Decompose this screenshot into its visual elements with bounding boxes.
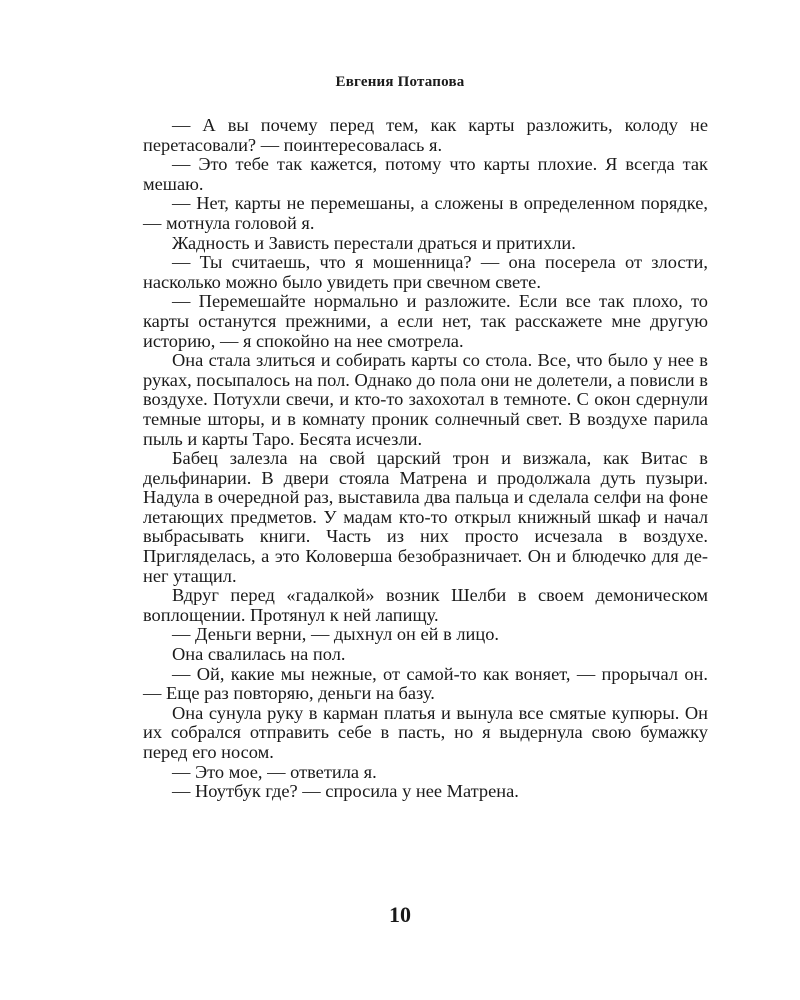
paragraph: Она свалилась на пол. (172, 644, 346, 665)
body-text (143, 116, 708, 802)
paragraph: Она стала злиться и собирать карты со стола. Все, что было у нее в руках, посыпалось на пол. Однако до пола они не долетели, а повисли в воздухе. Потухли свечи, и кто-то захохотал в темноте. С окон сдернули темные шторы, и в комнату проник солнечный свет. В воздухе парила пыль и карты Таро. Бесята исчезли. (143, 350, 708, 449)
paragraph: Вдруг перед «гадалкой» возник Шелби в своем демоническом воплощении. Протянул к ней лапищу. (143, 585, 708, 625)
paragraph: — Деньги верни, — дыхнул он ей в лицо. (172, 624, 500, 645)
paragraph: — Это мое, — ответила я. (172, 761, 377, 782)
paragraph: Жадность и Зависть перестали драться и притихли. (172, 232, 576, 253)
paragraph: — Нет, карты не перемешаны, а сложены в определенном порядке, — мотнула головой я. (143, 193, 708, 233)
paragraph: Бабец залезла на свой царский трон и визжала, как Витас в дельфинарии. В двери стояла Матрена и продолжала дуть пузыри. Надула в очередной раз, выставила два пальца и сделала селфи на фоне летающих предметов. У мадам кто-то открыл книжный шкаф и начал выбрасывать книги. Часть из них просто исчезала в воздухе. Пригляделась, а это Коловерша безобразничает. Он и блюдечко для денег утащил. (143, 448, 708, 586)
running-header-author: Евгения Потапова (335, 74, 465, 90)
paragraph: — Ты считаешь, что я мошенница? — она посерела от злости, насколько можно было увидеть при свечном свете. (143, 252, 708, 292)
paragraph: — Перемешайте нормально и разложите. Если все так плохо, то карты останутся прежними, а если нет, так расскажете мне другую историю, — я спокойно на нее смотрела. (143, 291, 708, 351)
paragraph: — Это тебе так кажется, потому что карты плохие. Я всегда так мешаю. (143, 154, 708, 194)
paragraph: Она сунула руку в карман платья и вынула все смятые купюры. Он их собрался отправить себе в пасть, но я выдернула свою бумажку перед его носом. (143, 702, 708, 762)
paragraph: — Ой, какие мы нежные, от самой-то как воняет, — прорычал он. — Еще раз повторяю, деньги на базу. (143, 663, 708, 704)
page-number: 10 (389, 902, 411, 927)
paragraph: — А вы почему перед тем, как карты разложить, колоду не перетасовали? — поинтересовалась я. (143, 115, 708, 155)
paragraph: — Ноутбук где? — спросила у нее Матрена. (172, 781, 519, 802)
